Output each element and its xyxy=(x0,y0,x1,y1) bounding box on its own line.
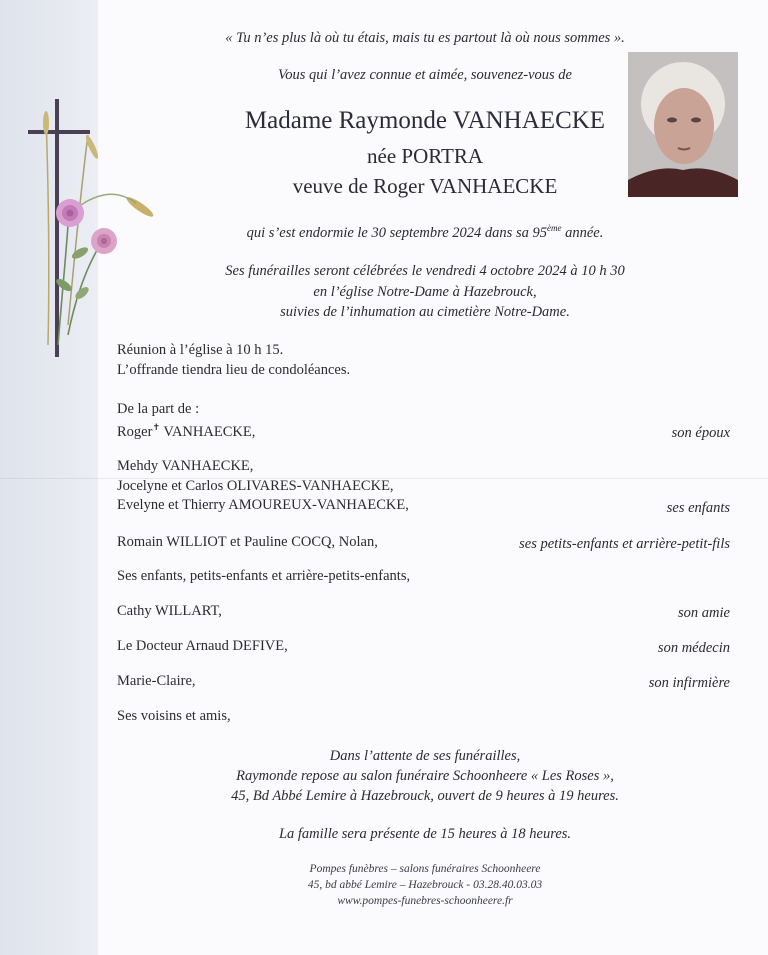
waiting-line: 45, Bd Abbé Lemire à Hazebrouck, ouvert de 9 heures à 19 heures. xyxy=(231,788,619,804)
family-member: Mehdy VANHAECKE, xyxy=(117,458,254,474)
relationship-label: son amie xyxy=(678,605,730,621)
memorial-quote: « Tu n’es plus là où tu étais, mais tu es partout là où nous sommes ». xyxy=(225,30,625,46)
waiting-line: Dans l’attente de ses funérailles, xyxy=(329,748,521,764)
cross-with-roses-illustration xyxy=(28,95,168,360)
relationship-label: son époux xyxy=(671,425,730,441)
relationship-label: ses enfants xyxy=(666,500,730,516)
cross-horizontal-beam xyxy=(28,130,90,134)
spouse-last-name: VANHAECKE, xyxy=(159,423,256,440)
family-member: Le Docteur Arnaud DEFIVE, xyxy=(117,638,288,654)
cross-vertical-beam xyxy=(55,99,59,357)
family-member: Jocelyne et Carlos OLIVARES-VANHAECKE, xyxy=(117,478,394,494)
intro-line: Vous qui l’avez connue et aimée, souvenez-vous de xyxy=(278,67,572,83)
family-member: Evelyne et Thierry AMOUREUX-VANHAECKE, xyxy=(117,497,409,513)
death-superscript: ème xyxy=(546,223,562,233)
family-member xyxy=(117,422,255,441)
meeting-note: Réunion à l’église à 10 h 15. xyxy=(117,342,284,358)
deceased-cross-icon: ✝ xyxy=(152,422,160,432)
offering-note: L’offrande tiendra lieu de condoléances. xyxy=(117,362,351,378)
family-member: Cathy WILLART, xyxy=(117,603,222,619)
deceased-name: Madame Raymonde VANHAECKE xyxy=(244,107,606,134)
death-text: qui s’est endormie le 30 septembre 2024 dans sa 95 xyxy=(246,224,547,241)
death-text-end: année. xyxy=(561,224,604,241)
funeral-line: en l’église Notre-Dame à Hazebrouck, xyxy=(313,284,537,300)
waiting-line: Raymonde repose au salon funéraire Schoonheere « Les Roses », xyxy=(236,768,614,784)
relationship-label: ses petits-enfants et arrière-petit-fils xyxy=(519,536,730,552)
family-member: Marie-Claire, xyxy=(117,673,196,689)
relationship-label: son médecin xyxy=(657,640,730,656)
funeral-line: suivies de l’inhumation au cimetière Notre-Dame. xyxy=(280,304,570,320)
funeral-line: Ses funérailles seront célébrées le vendredi 4 octobre 2024 à 10 h 30 xyxy=(225,263,625,279)
spouse-first-name: Roger xyxy=(117,423,153,440)
widow-line: veuve de Roger VANHAECKE xyxy=(292,174,558,198)
relationship-label: son infirmière xyxy=(648,675,730,691)
from-label: De la part de : xyxy=(117,401,200,417)
footer-website: www.pompes-funebres-schoonheere.fr xyxy=(337,895,513,907)
maiden-name: née PORTRA xyxy=(367,144,483,168)
portrait-photo xyxy=(628,52,738,197)
family-member: Ses enfants, petits-enfants et arrière-petits-enfants, xyxy=(117,568,411,584)
death-announcement xyxy=(247,223,604,242)
family-member: Romain WILLIOT et Pauline COCQ, Nolan, xyxy=(117,534,378,550)
footer-address: 45, bd abbé Lemire – Hazebrouck - 03.28.40.03.03 xyxy=(307,879,543,891)
wheat-ear xyxy=(43,111,49,135)
family-member: Ses voisins et amis, xyxy=(117,708,231,724)
footer-company: Pompes funèbres – salons funéraires Schoonheere xyxy=(309,863,541,875)
presence-line: La famille sera présente de 15 heures à 18 heures. xyxy=(278,826,572,842)
